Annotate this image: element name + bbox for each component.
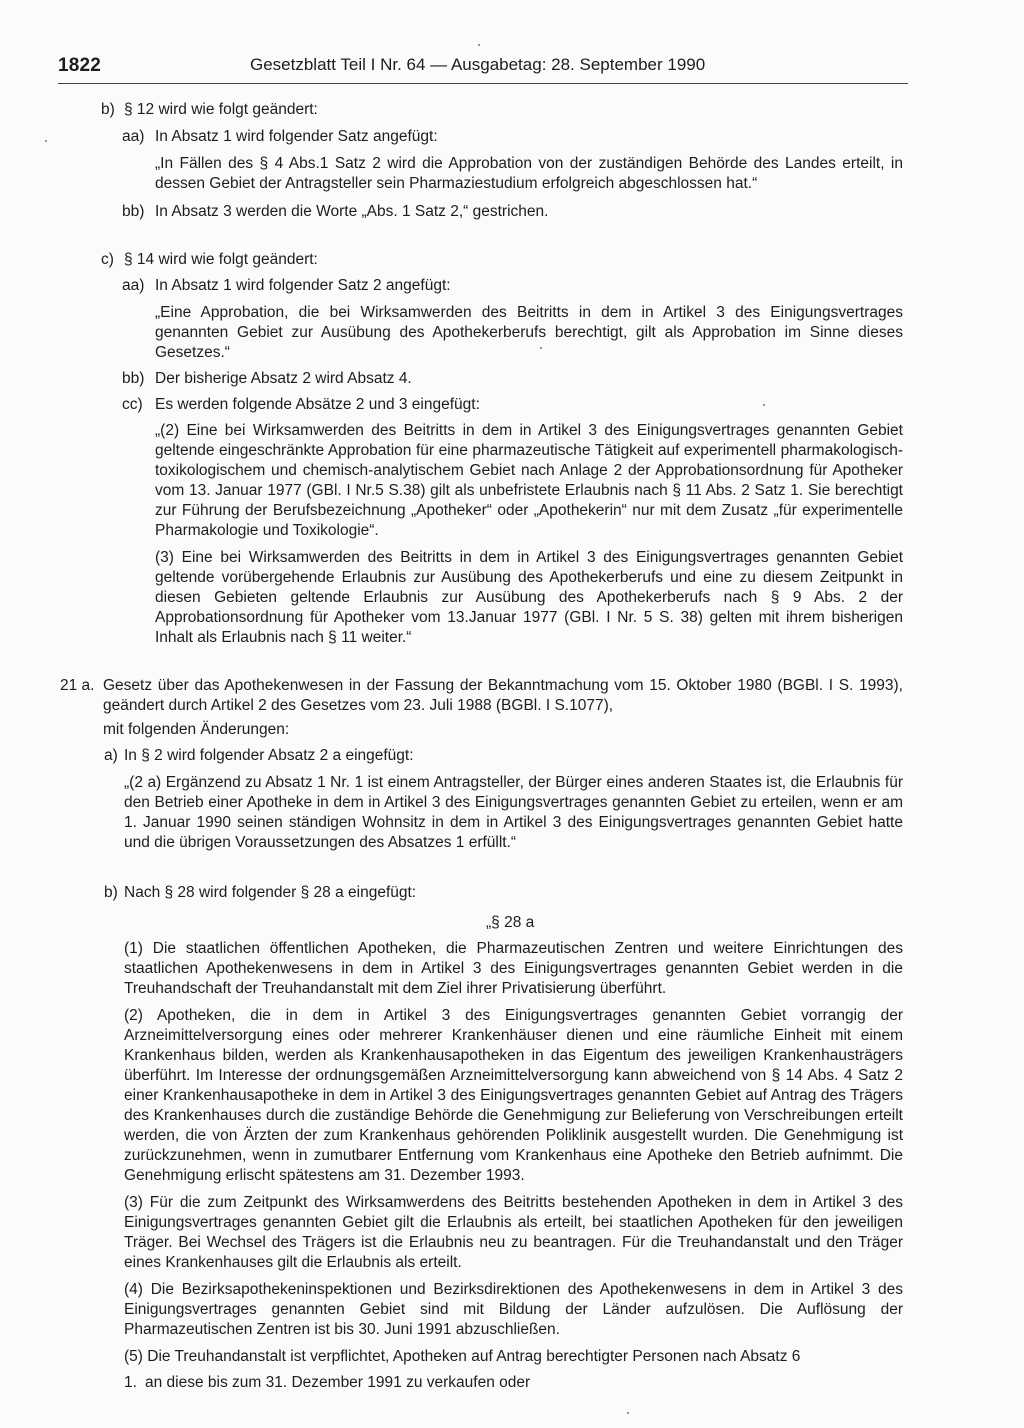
item-b-aa-text: In Absatz 1 wird folgender Satz angefügt:: [155, 128, 438, 145]
header-rule: [58, 83, 908, 84]
item-c-text: § 14 wird wie folgt geändert:: [124, 251, 318, 268]
item-21a-a-text: In § 2 wird folgender Absatz 2 a eingefügt:: [124, 747, 414, 764]
section-28a-title-text: „§ 28 a: [486, 914, 535, 931]
scan-speck: [45, 140, 47, 142]
section-28a-title: [0, 913, 1024, 939]
item-21a-a-quote: „(2 a) Ergänzend zu Absatz 1 Nr. 1 ist einem Antragsteller, der Bürger eines anderen Staates ist, die Erlaubnis für den Betrieb einer Apotheke in dem in Artikel 3 des Einigungsvertrages genannten Gebiet zu erteilen, wenn er am 1. Januar 1990 seinen ständigen Wohnsitz in dem in Artikel 3 des Einigungsvertrages genannten Gebiet hatte und die übrigen Voraussetzungen des Absatzes 1 erfüllt.“: [124, 774, 903, 851]
scan-speck: [627, 1412, 629, 1414]
section-28a-p1: (1) Die staatlichen öffentlichen Apotheken, die Pharmazeutischen Zentren und weitere Einrichtungen des staatlichen Apothekenwesens in dem in Artikel 3 des Einigungsvertrages genannten Gebiet werden in die Treuhandschaft der Treuhandanstalt mit dem Ziel ihrer Privatisierung überführt.: [124, 940, 903, 997]
item-c-bb-line: [0, 369, 1024, 395]
item-b-aa-label: aa): [122, 128, 145, 145]
item-c-cc-label: cc): [122, 396, 143, 413]
item-b-line: [0, 100, 1024, 127]
scan-speck: [763, 404, 765, 406]
item-21a-intro: [0, 720, 1024, 746]
item-21a-text: Gesetz über das Apothekenwesen in der Fassung der Bekanntmachung vom 15. Oktober 1980 (BGBl. I S. 1993), geändert durch Artikel 2 des Gesetzes vom 23. Juli 1988 (BGBl. I S.1077),: [103, 677, 903, 714]
item-c-label: c): [101, 251, 114, 268]
section-28a-p3: (3) Für die zum Zeitpunkt des Wirksamwerdens des Beitritts bestehenden Apotheken in dem in Artikel 3 des Einigungsvertrages genannten Gebiet gilt die Erlaubnis als erteilt, bei staatlichen Apotheken für den jeweiligen Träger. Bei Wechsel des Trägers ist die Erlaubnis neu zu beantragen. Für die Treuhandanstalt und den Träger eines Krankenhauses gilt die Erlaubnis als erteilt.: [124, 1194, 903, 1271]
page-content: [0, 100, 1024, 1395]
item-21a-a-label: a): [104, 747, 118, 764]
section-28a-p5-item1: [0, 1373, 1024, 1395]
scan-speck: [478, 44, 480, 46]
item-21a-b-line: [0, 883, 1024, 913]
item-21a-b-text: Nach § 28 wird folgender § 28 a eingefügt:: [124, 884, 417, 901]
item-21a-b-label: b): [104, 884, 118, 901]
page-header-title: Gesetzblatt Teil I Nr. 64 — Ausgabetag: 28. September 1990: [250, 55, 706, 74]
item-c-bb-label: bb): [122, 370, 145, 387]
item-c-aa-label: aa): [122, 277, 145, 294]
scan-speck: [540, 347, 542, 349]
item-b-bb-label: bb): [122, 203, 145, 220]
item-b-aa-line: [0, 127, 1024, 154]
item-c-bb-text: Der bisherige Absatz 2 wird Absatz 4.: [155, 370, 412, 387]
item-c-aa-quote: „Eine Approbation, die bei Wirksamwerden des Beitritts in dem in Artikel 3 des Einigungsvertrages genannten Gebiet zur Ausübung des Apothekerberufs berechtigt, gilt als Approbation im Sinne dieses Gesetzes.“: [155, 304, 903, 361]
item-21a-label: 21 a.: [60, 677, 95, 694]
section-28a-p5-item1-label: 1.: [124, 1374, 137, 1391]
item-b-bb-text: In Absatz 3 werden die Worte „Abs. 1 Satz 2,“ gestrichen.: [155, 203, 549, 220]
item-b-text: § 12 wird wie folgt geändert:: [124, 101, 318, 118]
section-28a-p2: (2) Apotheken, die in dem in Artikel 3 des Einigungsvertrages genannten Gebiet vorrangig der Arzneimittelversorgung eines oder mehrerer Krankenhäuser dienen und eine räumliche Einheit mit einem Krankenhaus bilden, werden als Krankenhausapotheken in das Eigentum des jeweiligen Krankenhausträgers überführt. Im Interesse der ordnungsgemäßen Arzneimittelversorgung kann abweichend von § 14 Abs. 4 Satz 2 einer Krankenhausapotheke in dem in Artikel 3 des Einigungsvertrages genannten Gebiet auf Antrag des Trägers des Krankenhauses durch die zuständige Behörde die Genehmigung zur Belieferung von Verschreibungen erteilt werden, die von Ärzten der zum Krankenhaus gehörenden Poliklinik ausgestellt wurden. Die Genehmigung ist zurückzunehmen, wenn in zumutbarer Entfernung vom Krankenhaus eine Apotheke den Betrieb aufnimmt. Die Genehmigung erlischt spätestens am 31. Dezember 1993.: [124, 1007, 903, 1184]
item-b-aa-quote: „In Fällen des § 4 Abs.1 Satz 2 wird die Approbation von der zuständigen Behörde des Landes erteilt, in dessen Gebiet der Antragsteller sein Pharmaziestudium erfolgreich abgeschlossen hat.“: [155, 155, 903, 192]
section-28a-p5-item1-text: an diese bis zum 31. Dezember 1991 zu verkaufen oder: [145, 1374, 531, 1391]
item-c-aa-line: [0, 276, 1024, 303]
item-c-cc-para2: „(2) Eine bei Wirksamwerden des Beitritts in dem in Artikel 3 des Einigungsvertrages genannten Gebiet geltende eingeschränkte Approbation für eine pharmazeutische Tätigkeit auf experimentell pharmakologisch-toxikologischem und chemisch-analytischem Gebiet nach Anlage 2 der Approbationsordnung für Apotheker vom 13. Januar 1977 (GBl. I Nr.5 S.38) gilt als unbefristete Erlaubnis nach § 11 Abs. 2 Satz 1. Sie berechtigt zur Führung der Berufsbezeichnung „Apotheker“ oder „Apothekerin“ nur mit dem Zusatz „für experimentelle Pharmakologie und Toxikologie“.: [155, 422, 903, 539]
item-c-cc-para3: (3) Eine bei Wirksamwerden des Beitritts in dem in Artikel 3 des Einigungsvertrages genannten Gebiet geltende vorübergehende Erlaubnis zur Ausübung des Apothekerberufs und eine zu diesem Zeitpunkt in diesen Gebieten geltende Erlaubnis zur Ausübung des Apothekerberufs nach § 9 Abs. 2 der Approbationsordnung für Apotheker vom 13.Januar 1977 (GBl. I Nr. 5 S. 38) gelten mit ihrem bisherigen Inhalt als Erlaubnis nach § 11 weiter.“: [155, 549, 903, 646]
item-c-line: [0, 250, 1024, 276]
section-28a-p4: (4) Die Bezirksapothekeninspektionen und Bezirksdirektionen des Apothekenwesens in dem in Artikel 3 des Einigungsvertrages genannten Gebiet sind mit Bildung der Länder aufzulösen. Die Auflösung der Pharmazeutischen Zentren ist bis 30. Juni 1991 abzuschließen.: [124, 1281, 903, 1338]
item-21a-block: [0, 676, 1024, 720]
item-c-cc-line: [0, 395, 1024, 421]
item-21a-a-line: [0, 746, 1024, 773]
page-number: 1822: [58, 55, 102, 76]
section-28a-p5: (5) Die Treuhandanstalt ist verpflichtet, Apotheken auf Antrag berechtigter Personen nach Absatz 6: [124, 1348, 801, 1365]
item-c-aa-text: In Absatz 1 wird folgender Satz 2 angefügt:: [155, 277, 451, 294]
item-b-bb-line: [0, 202, 1024, 250]
item-c-cc-text: Es werden folgende Absätze 2 und 3 eingefügt:: [155, 396, 480, 413]
item-b-label: b): [101, 101, 115, 118]
item-21a-intro-text: mit folgenden Änderungen:: [103, 721, 290, 738]
